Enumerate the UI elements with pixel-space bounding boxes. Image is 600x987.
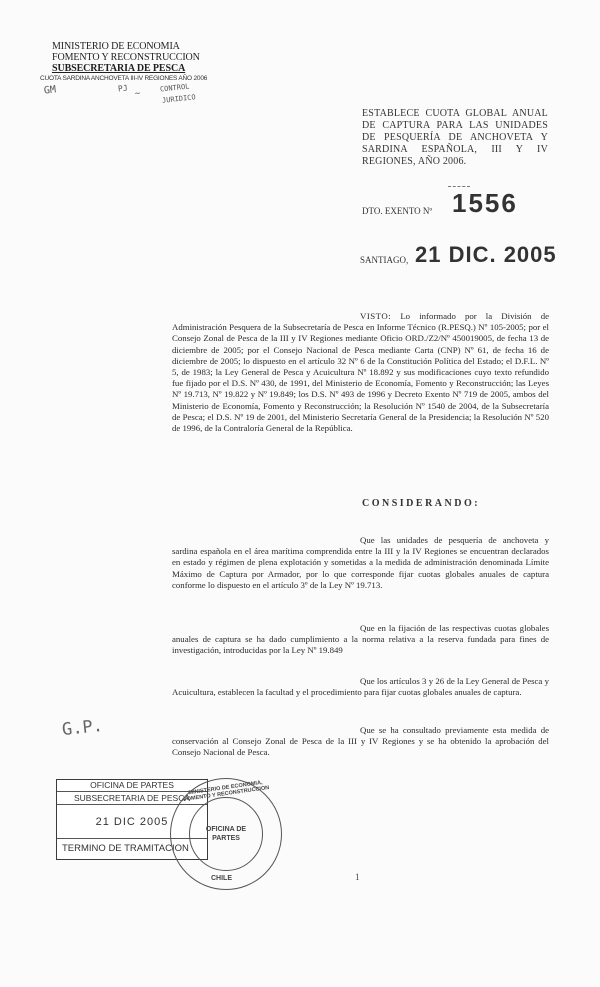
- ministry-seal: [170, 778, 282, 890]
- considerando-heading: CONSIDERANDO:: [362, 498, 481, 509]
- handwritten-scribble: ~: [134, 88, 141, 100]
- stamp-line-1: OFICINA DE PARTES: [57, 780, 207, 792]
- stamp-date: 21 DIC 2005: [57, 805, 207, 839]
- margin-handwriting: G.P.: [61, 715, 104, 741]
- ministry-line: MINISTERIO DE ECONOMIA: [52, 41, 180, 52]
- stamp-line-4: TERMINO DE TRAMITACION: [62, 843, 189, 854]
- subsecretaria-line: SUBSECRETARIA DE PESCA: [52, 63, 186, 74]
- considerando-paragraph-1: Que las unidades de pesquería de anchoveta y sardina española en el área marítima comprendida entre la III y la IV Regiones se encuentran declarados en estado y régimen de plena explotación y sometidas a la medida de administración denominada Límite Máximo de Captura por Armador, por lo que corresponde fijar cuotas globales anuales de captura conforme lo dispuesto en el artículo 3º de la Ley Nº 19.713.: [172, 535, 549, 590]
- visto-text: Lo informado por la División de Administración Pesquera de la Subsecretaría de Pesca en Informe Técnico (R.PESQ.) Nº 105-2005; por el Consejo Zonal de Pesca de la III y IV Regiones mediante Oficio ORD./Z2/Nº 450019005, de fecha 13 de diciembre de 2005; por el Consejo Nacional de Pesca mediante Carta (CNP) Nº 61, de fecha 16 de diciembre de 2005; lo dispuesto en el artículo 32 Nº 6 de la Constitución Política del Estado; el D.F.L. Nº 5, de 1983; la Ley General de Pesca y Acuicultura Nº 18.892 y sus modificaciones cuyo texto refundido fue fijado por el D.S. Nº 430, de 1991, del Ministerio de Economía, Fomento y Reconstrucción; las Leyes Nº 19.713, Nº 19.822 y Nº 19.849; los D.S. Nº 493 de 1996 y Decreto Exento Nº 719 de 2005, ambos del Ministerio de Economía, Fomento y Reconstrucción; la Resolución Nº 1540 de 2004, de la Subsecretaría de Pesca; el D.S. Nº 19 de 2001, del Ministerio Secretaría General de la Presidencia; la Resolución Nº 520 de 1996, de la Contraloría General de la República.: [172, 311, 550, 434]
- considerando-paragraph-2: Que en la fijación de las respectivas cuotas globales anuales de captura se ha dado cumplimiento a la norma relativa a la reserva fundada para fines de investigación, introducidas por la Ley Nº 19.849: [172, 623, 549, 656]
- control-stamp-text: CONTROL: [159, 82, 190, 94]
- handwritten-initials-mid: PJ: [117, 83, 129, 94]
- considerando-paragraph-4: Que se ha consultado previamente esta medida de conservación al Consejo Zonal de Pesca de la III y IV Regiones y se ha obtenido la aprobación del Consejo Nacional de Pesca.: [172, 725, 549, 758]
- ministry-line-2: FOMENTO Y RECONSTRUCCION: [52, 52, 200, 63]
- stamp-line-2: SUBSECRETARIA DE PESCA: [57, 792, 207, 805]
- juridico-stamp-text: JURIDICO: [161, 93, 196, 105]
- seal-bottom-text: CHILE: [211, 875, 232, 882]
- visto-label: VISTO:: [360, 311, 392, 321]
- handwritten-initials-left: GM: [43, 84, 57, 97]
- number-mark: [448, 186, 470, 187]
- reference-line: CUOTA SARDINA ANCHOVETA III-IV REGIONES AÑO 2006: [40, 75, 208, 82]
- seal-center-text: OFICINA DE PARTES: [205, 826, 247, 842]
- visto-paragraph: [172, 311, 549, 434]
- considerando-paragraph-3: Que los artículos 3 y 26 de la Ley General de Pesca y Acuicultura, establecen la facultad y el procedimiento para fijar cuotas globales anuales de captura.: [172, 676, 549, 698]
- page-number: 1: [355, 872, 360, 882]
- decree-date: 21 DIC. 2005: [415, 242, 557, 267]
- decree-title: ESTABLECE CUOTA GLOBAL ANUAL DE CAPTURA PARA LAS UNIDADES DE PESQUERÍA DE ANCHOVETA Y SARDINA ESPAÑOLA, III Y IV REGIONES, AÑO 2006.: [362, 108, 548, 167]
- decree-number: 1556: [452, 188, 518, 218]
- seal-top-text: MINISTERIO DE ECONOMIA, FOMENTO Y RECONSTRUCCION: [183, 779, 270, 803]
- place-label: SANTIAGO,: [360, 255, 409, 265]
- decree-number-label: DTO. EXENTO Nº: [362, 206, 433, 216]
